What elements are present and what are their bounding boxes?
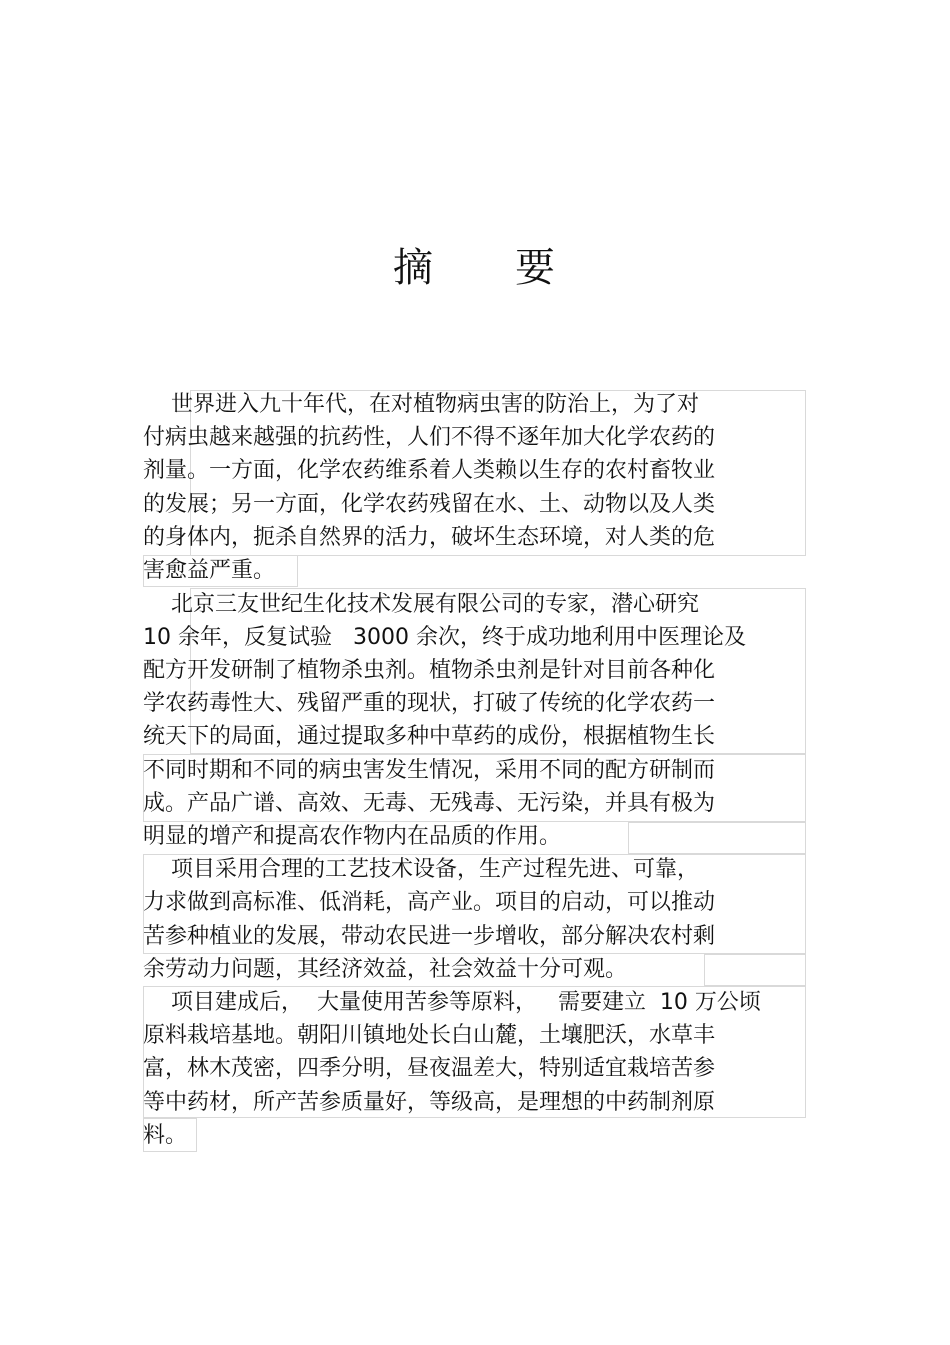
paragraph-line: 的发展；另一方面，化学农药残留在水、土、动物以及人类 [143, 492, 716, 517]
paragraph-line: 富，林木茂密，四季分明，昼夜温差大，特别适宜栽培苦参 [143, 1056, 716, 1081]
paragraph-line: 统天下的局面，通过提取多种中草药的成份，根据植物生长 [143, 724, 716, 749]
paragraph-line: 的身体内，扼杀自然界的活力，破坏生态环境，对人类的危 [143, 525, 716, 550]
paragraph-line: 配方开发研制了植物杀虫剂。植物杀虫剂是针对目前各种化 [143, 658, 716, 683]
paragraph-line: 害愈益严重。 [143, 558, 276, 583]
paragraph-line: 世界进入九十年代，在对植物病虫害的防治上，为了对 [143, 392, 699, 417]
title-char-1: 摘 [393, 245, 435, 291]
paragraph-line: 不同时期和不同的病虫害发生情况，采用不同的配方研制而 [143, 758, 716, 783]
paragraph-line: 成。产品广谱、高效、无毒、无残毒、无污染，并具有极为 [143, 791, 716, 816]
page-title [0, 236, 950, 293]
layout-box [704, 954, 806, 986]
paragraph-line: 明显的增产和提高农作物内在品质的作用。 [143, 824, 562, 849]
paragraph-line: 付病虫越来越强的抗药性，人们不得不逐年加大化学农药的 [143, 425, 716, 450]
paragraph-line: 北京三友世纪生化技术发展有限公司的专家，潜心研究 [143, 592, 699, 617]
paragraph-line: 学农药毒性大、残留严重的现状，打破了传统的化学农药一 [143, 691, 716, 716]
paragraph-line: 原料栽培基地。朝阳川镇地处长白山麓，土壤肥沃，水草丰 [143, 1023, 716, 1048]
paragraph-line: 力求做到高标准、低消耗，高产业。项目的启动，可以推动 [143, 890, 716, 915]
title-char-2: 要 [515, 245, 557, 291]
layout-box [628, 822, 806, 854]
paragraph-line: 剂量。一方面，化学农药维系着人类赖以生存的农村畜牧业 [143, 458, 716, 483]
paragraph-line: 项目建成后， 大量使用苦参等原料， 需要建立 10 万公顷 [143, 990, 761, 1015]
paragraph-line: 苦参种植业的发展，带动农民进一步增收，部分解决农村剩 [143, 924, 716, 949]
paragraph-line: 等中药材，所产苦参质量好，等级高，是理想的中药制剂原 [143, 1090, 716, 1115]
paragraph-line: 料。 [143, 1123, 188, 1148]
paragraph-line: 项目采用合理的工艺技术设备，生产过程先进、可靠， [143, 857, 699, 882]
paragraph-line: 10 余年，反复试验 3000 余次，终于成功地利用中医理论及 [143, 625, 746, 650]
paragraph-line: 余劳动力问题，其经济效益，社会效益十分可观。 [143, 957, 628, 982]
